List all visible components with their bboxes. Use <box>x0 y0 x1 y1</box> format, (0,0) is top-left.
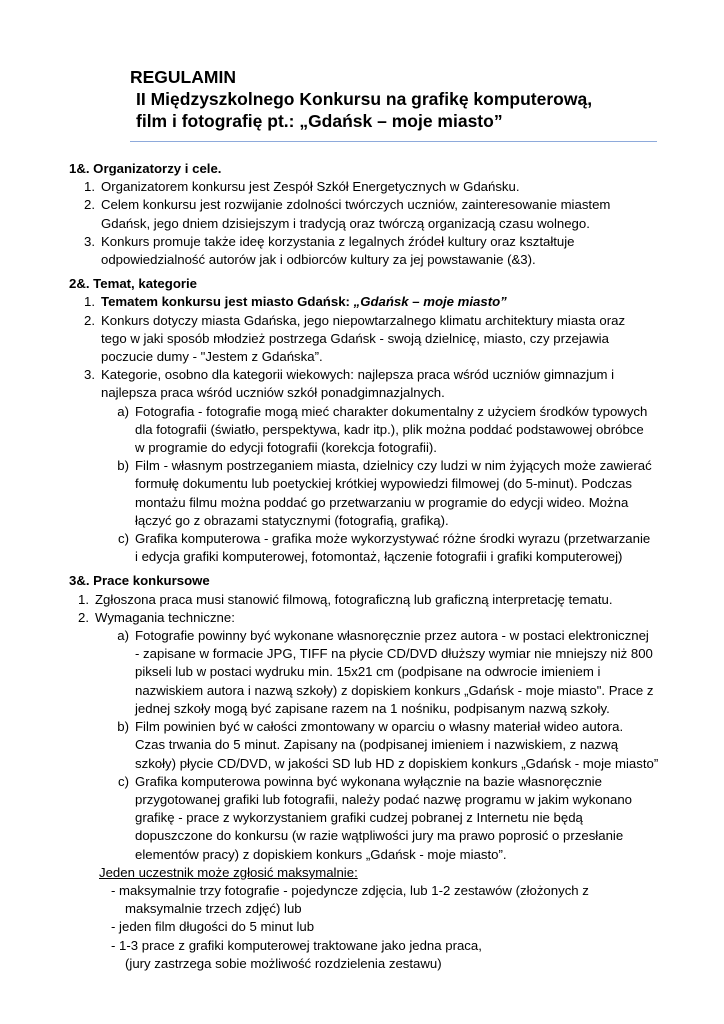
sub-item-letter: a) <box>117 403 129 419</box>
list-item <box>75 178 669 196</box>
item-text: Konkurs dotyczy miasta Gdańska, jego niepowtarzalnego klimatu architektury miasta oraz <box>101 312 626 328</box>
item-text: - zapisane w formacie JPG, TIFF na płycie CD/DVD dłuższy wymiar nie mniejszy niż 800 <box>135 646 653 662</box>
item-text: Zgłoszona praca musi stanowić filmową, fotograficzną lub graficzną interpretację tematu. <box>95 591 613 607</box>
list-item <box>69 609 669 627</box>
item-number: 3. <box>84 233 95 249</box>
item-text: w programie do edycji fotografii (korekcja fotografii). <box>135 440 437 456</box>
limit-item-continued: (jury zastrzega sobie możliwość rozdzielenia zestawu) <box>125 955 442 971</box>
sub-item-letter: b) <box>117 458 129 474</box>
sub-list-item <box>109 403 669 458</box>
submission-limit-heading: Jeden uczestnik może zgłosić maksymalnie: <box>99 864 358 880</box>
section-3-heading: 3&. Prace konkursowe <box>69 573 210 589</box>
item-text: pikseli lub w postaci wydruku min. 15x21 cm (podpisane na odwrocie imieniem i <box>135 664 601 680</box>
document-body <box>69 160 669 973</box>
item-text: i edycja grafiki komputerowej, fotomontaż, łączenie fotografii i grafiki komputerowej) <box>135 549 623 565</box>
item-text: grafikę - prace z wykorzystaniem grafiki cudzej pobranej z Internetu nie będą <box>135 810 583 826</box>
list-item <box>75 196 669 232</box>
list-item <box>75 233 669 269</box>
item-text: Celem konkursu jest rozwijanie zdolności twórczych uczniów, zainteresowanie miastem <box>101 197 611 213</box>
sub-item-letter: b) <box>117 719 129 735</box>
item-text: dla fotografii (światło, perspektywa, kadr itp.), plik można poddać podstawowej obróbce <box>135 421 644 437</box>
item-text: szkoły) płycie CD/DVD, w jakości SD lub HD z dopiskiem konkurs „Gdańsk - moje miasto” <box>135 755 659 771</box>
item-text: Wymagania techniczne: <box>95 609 235 625</box>
item-text: przygotowanej grafiki lub fotografii, należy podać nazwę programu w jakim wykonano <box>135 791 632 807</box>
topic-label: Tematem konkursu jest miasto Gdańsk: <box>101 294 354 310</box>
item-number: 1. <box>84 294 95 310</box>
limit-item: - 1-3 prace z grafiki komputerowej traktowane jako jedna praca, <box>111 937 482 953</box>
limit-item: - maksymalnie trzy fotografie - pojedyncze zdjęcia, lub 1-2 zestawów (złożonych z <box>111 882 589 898</box>
item-text: jednej szkoły mogą być zapisane razem na 1 nośniku, podpisanym nazwą szkoły. <box>135 700 610 716</box>
item-text: montażu filmu można poddać go przetwarzaniu w programie do edycji wideo. Można <box>135 494 629 510</box>
list-item <box>75 366 669 402</box>
title-underline <box>130 141 657 142</box>
item-text: Film - własnym postrzeganiem miasta, dzielnicy czy ludzi w nim żyjących może zawierać <box>135 458 652 474</box>
sub-list-item <box>109 530 669 566</box>
section-1-heading: 1&. Organizatorzy i cele. <box>69 161 222 176</box>
title-line-1: REGULAMIN <box>130 67 236 87</box>
list-item <box>75 312 669 367</box>
item-number: 2. <box>78 609 89 625</box>
item-number: 2. <box>84 312 95 328</box>
section-2-heading: 2&. Temat, kategorie <box>69 276 198 292</box>
sub-item-letter: c) <box>118 531 129 547</box>
item-text: Fotografia - fotografie mogą mieć charakter dokumentalny z użyciem środków typowych <box>135 403 648 419</box>
item-number: 2. <box>84 197 95 213</box>
item-text: tego w jaki sposób młodzież postrzega Gdańsk - swoją dzielnicę, miasto, czy przejawia <box>101 330 609 346</box>
sub-list-item <box>109 718 669 773</box>
item-text: łączyć go z obrazami statycznymi (fotografią, grafiką). <box>135 512 449 528</box>
item-text: Gdańsk, jego dniem dzisiejszym i tradycją oraz twórczą organizacją czasu wolnego. <box>101 215 590 231</box>
item-text: Konkurs promuje także ideę korzystania z legalnych źródeł kultury oraz kształtuje <box>101 233 575 249</box>
item-text: Kategorie, osobno dla kategorii wiekowych: najlepsza praca wśród uczniów gimnazjum i <box>101 367 615 383</box>
title-line-2: II Międzyszkolnego Konkursu na grafikę komputerową, <box>136 89 593 109</box>
item-number: 1. <box>84 179 95 195</box>
limit-item-continued: maksymalnie trzech zdjęć) lub <box>125 901 302 917</box>
sub-item-letter: c) <box>118 773 129 789</box>
item-text: Grafika komputerowa powinna być wykonana wyłącznie na bazie własnoręcznie <box>135 773 602 789</box>
sub-list-item <box>109 627 669 718</box>
item-text: Grafika komputerowa - grafika może wykorzystywać różne środki wyrazu (przetwarzanie <box>135 531 651 547</box>
topic-title: „Gdańsk – moje miasto” <box>353 294 507 310</box>
item-text: formułę dokumentu lub poetyckiej krótkiej wypowiedzi filmowej (do 5-minut). Podczas <box>135 476 632 492</box>
item-text: Film powinien być w całości zmontowany w oparciu o własny materiał wideo autora. <box>135 719 624 735</box>
sub-list-item <box>109 773 669 864</box>
sub-item-letter: a) <box>117 628 129 644</box>
title-line-3: film i fotografię pt.: „Gdańsk – moje miasto” <box>136 111 503 131</box>
item-text: Czas trwania do 5 minut. Zapisany na (podpisanej imieniem i nazwiskiem, z nazwą <box>135 737 619 753</box>
limit-item: - jeden film długości do 5 minut lub <box>111 919 315 935</box>
list-item <box>69 591 669 609</box>
item-text: elementów pracy) z dopiskiem konkurs „Gdańsk - moje miasto”. <box>135 846 507 862</box>
item-text: Organizatorem konkursu jest Zespół Szkół Energetycznych w Gdańsku. <box>101 179 520 195</box>
item-text: Fotografie powinny być wykonane własnoręcznie przez autora - w postaci elektronicznej <box>135 628 649 644</box>
item-number: 3. <box>84 367 95 383</box>
list-item <box>75 293 669 311</box>
item-text: odpowiedzialność autorów jak i odbiorców kultury za jej powstawanie (&3). <box>101 252 536 268</box>
sub-list-item <box>109 457 669 530</box>
item-text: najlepsza praca wśród uczniów szkół ponadgimnazjalnych. <box>101 385 445 401</box>
item-text: nazwiskiem autora i nazwą szkoły) z dopiskiem konkurs „Gdańsk - moje miasto". Prace z <box>135 682 654 698</box>
item-text: poczucie dumy - "Jestem z Gdańska”. <box>101 349 323 365</box>
document-title <box>130 66 670 132</box>
item-number: 1. <box>78 591 89 607</box>
item-text: dopuszczone do konkursu (w razie wątpliwości jury ma prawo poprosić o przesłanie <box>135 828 624 844</box>
